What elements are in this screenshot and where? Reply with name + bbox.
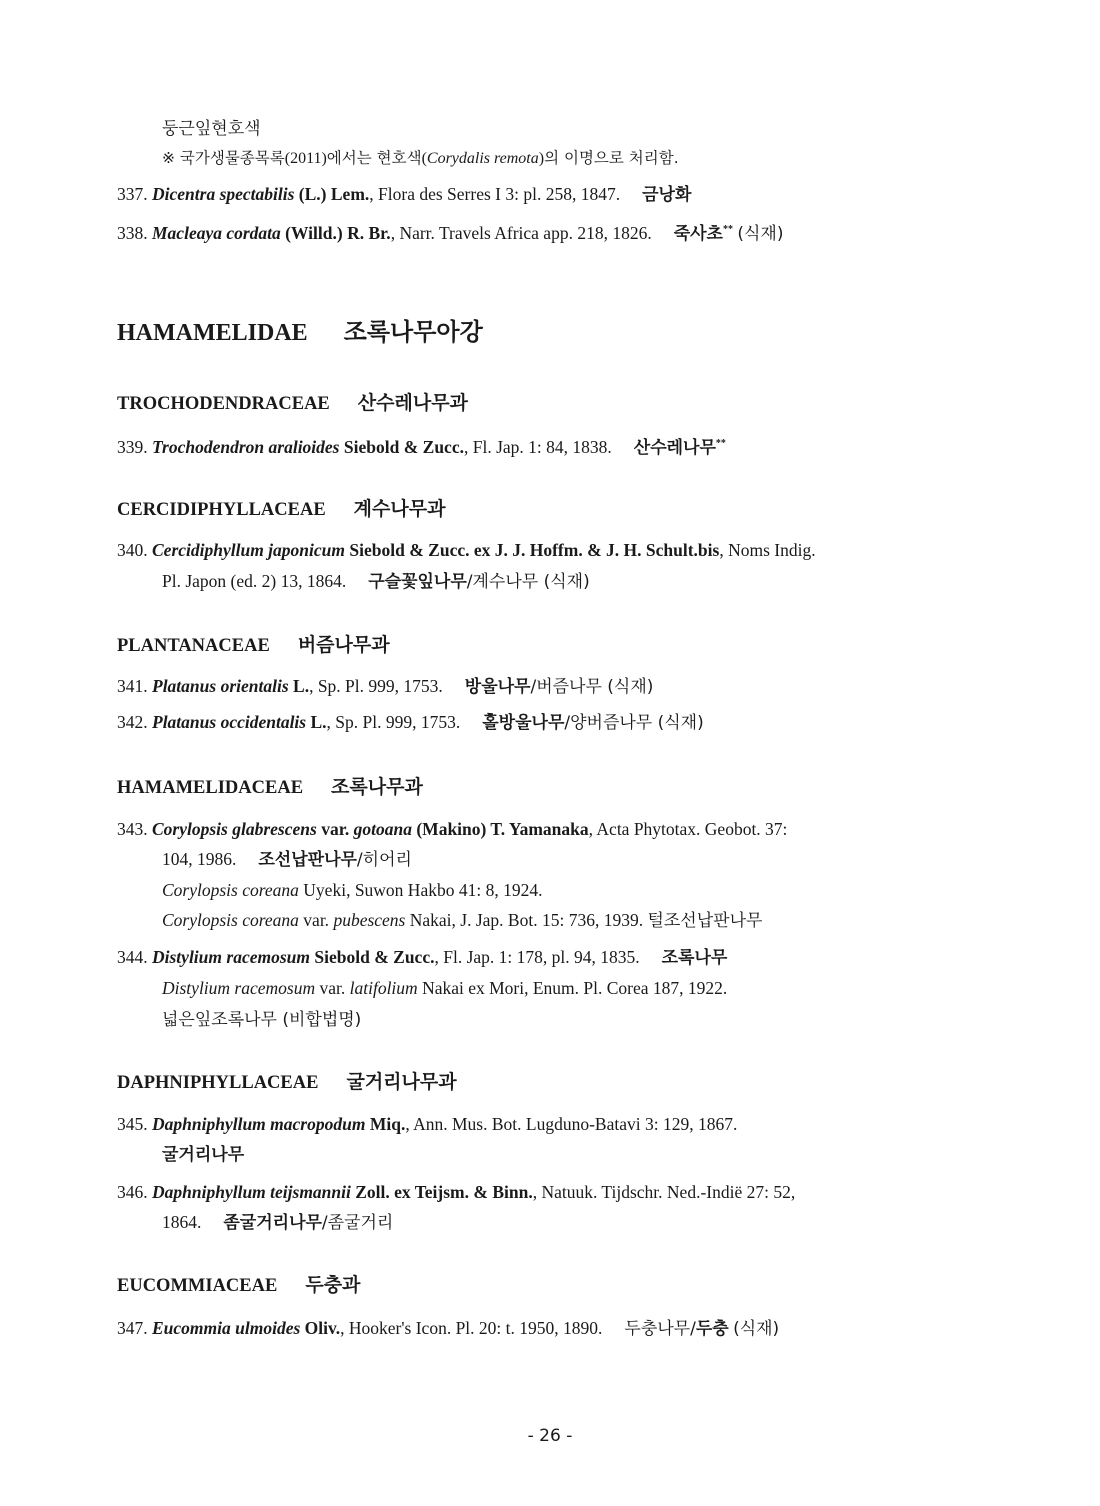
family-heading: EUCOMMIACEAE 두충과 — [117, 1274, 361, 1296]
species-name: Daphniphyllum teijsmannii — [152, 1182, 351, 1202]
species-name: Dicentra spectabilis — [152, 184, 295, 204]
species-name: Eucommia ulmoides — [152, 1318, 301, 1338]
species-entry-342: 342. Platanus occidentalis L., Sp. Pl. 999, 1753. 홀방울나무/양버즘나무 (식재) — [117, 712, 704, 733]
synonym-line: Distylium racemosum var. latifolium Nakai ex Mori, Enum. Pl. Corea 187, 1922. — [162, 978, 728, 998]
subclass-heading: HAMAMELIDAE 조록나무아강 — [117, 318, 483, 346]
synonym-line: 넓은잎조록나무 (비합법명) — [162, 1010, 362, 1030]
korean-name: 둥근잎현호색 — [162, 119, 261, 139]
family-heading: TROCHODENDRACEAE 산수레나무과 — [117, 392, 468, 414]
korean-name: 구슬꽃잎나무 — [368, 572, 467, 592]
author: Siebold & Zucc. — [314, 947, 435, 967]
species-entry-343-cont: 104, 1986. 조선납판나무/히어리 — [162, 849, 412, 870]
species-entry-340: 340. Cercidiphyllum japonicum Siebold & Zucc. ex J. J. Hoffm. & J. H. Schult.bis, Noms Indig. — [117, 540, 816, 560]
species-entry-344: 344. Distylium racemosum Siebold & Zucc., Fl. Jap. 1: 178, pl. 94, 1835. 조록나무 — [117, 947, 728, 968]
korean-name: 두충 — [695, 1319, 729, 1339]
entry-continuation — [162, 116, 261, 141]
synonym-line: Corylopsis coreana var. pubescens Nakai, J. Jap. Bot. 15: 736, 1939. 털조선납판나무 — [162, 910, 763, 931]
species-entry-346-cont: 1864. 좀굴거리나무/좀굴거리 — [162, 1212, 394, 1233]
species-entry-343: 343. Corylopsis glabrescens var. gotoana (Makino) T. Yamanaka, Acta Phytotax. Geobot. 37: — [117, 819, 788, 839]
species-entry-337: 337. Dicentra spectabilis (L.) Lem., Flora des Serres I 3: pl. 258, 1847. 금낭화 — [117, 184, 692, 205]
author: (L.) Lem. — [298, 184, 370, 204]
korean-name: 홀방울나무 — [482, 713, 565, 733]
family-heading: PLANTANACEAE 버즘나무과 — [117, 634, 390, 656]
korean-name: 금낭화 — [642, 185, 692, 205]
author: L. — [310, 712, 327, 732]
synonym-line: Corylopsis coreana Uyeki, Suwon Hakbo 41: 8, 1924. — [162, 880, 543, 900]
author: (Willd.) R. Br. — [285, 223, 391, 243]
author: L. — [293, 676, 310, 696]
family-heading: HAMAMELIDACEAE 조록나무과 — [117, 776, 423, 798]
species-entry-346: 346. Daphniphyllum teijsmannii Zoll. ex Teijsm. & Binn., Natuuk. Tijdschr. Ned.-Indië 27: 52, — [117, 1182, 796, 1202]
family-heading: CERCIDIPHYLLACEAE 계수나무과 — [117, 498, 446, 520]
taxonomy-note: ※ 국가생물종목록(2011)에서는 현호색(Corydalis remota)의 이명으로 처리함. — [162, 149, 679, 167]
species-name: Platanus orientalis — [152, 676, 289, 696]
species-entry-341: 341. Platanus orientalis L., Sp. Pl. 999, 1753. 방울나무/버즘나무 (식재) — [117, 676, 654, 697]
species-name: Corylopsis glabrescens — [152, 819, 317, 839]
species-entry-338: 338. Macleaya cordata (Willd.) R. Br., Narr. Travels Africa app. 218, 1826. 죽사초** (식재) — [117, 223, 784, 244]
species-name: Platanus occidentalis — [152, 712, 307, 732]
species-name: Cercidiphyllum japonicum — [152, 540, 346, 560]
author: Oliv. — [304, 1318, 341, 1338]
species-name: Daphniphyllum macropodum — [152, 1114, 366, 1134]
page-number: - 26 - — [527, 1426, 573, 1446]
family-heading: DAPHNIPHYLLACEAE 굴거리나무과 — [117, 1071, 457, 1093]
korean-name: 방울나무 — [464, 677, 531, 697]
korean-name: 죽사초 — [673, 224, 723, 244]
korean-name: 조록나무 — [661, 948, 728, 968]
species-name: Macleaya cordata — [152, 223, 281, 243]
author: Siebold & Zucc. ex J. J. Hoffm. & J. H. Schult.bis — [349, 540, 720, 560]
korean-name: 굴거리나무 — [162, 1145, 245, 1165]
species-entry-339: 339. Trochodendron aralioides Siebold & Zucc., Fl. Jap. 1: 84, 1838. 산수레나무** — [117, 437, 726, 458]
author: Zoll. ex Teijsm. & Binn. — [355, 1182, 533, 1202]
korean-name: 산수레나무 — [633, 438, 716, 458]
species-entry-345-cont — [162, 1142, 244, 1167]
species-entry-345: 345. Daphniphyllum macropodum Miq., Ann. Mus. Bot. Lugduno-Batavi 3: 129, 1867. — [117, 1114, 738, 1134]
species-name: Trochodendron aralioides — [152, 437, 340, 457]
korean-name: 좀굴거리나무 — [223, 1213, 322, 1233]
author: Siebold & Zucc. — [343, 437, 464, 457]
author: Miq. — [369, 1114, 406, 1134]
author: (Makino) T. Yamanaka — [416, 819, 589, 839]
species-name: Distylium racemosum — [152, 947, 310, 967]
species-entry-340-cont: Pl. Japon (ed. 2) 13, 1864. 구슬꽃잎나무/계수나무 (식재) — [162, 571, 590, 592]
species-entry-347: 347. Eucommia ulmoides Oliv., Hooker's Icon. Pl. 20: t. 1950, 1890. 두충나무/두충 (식재) — [117, 1318, 780, 1339]
korean-name: 조선납판나무 — [258, 850, 357, 870]
